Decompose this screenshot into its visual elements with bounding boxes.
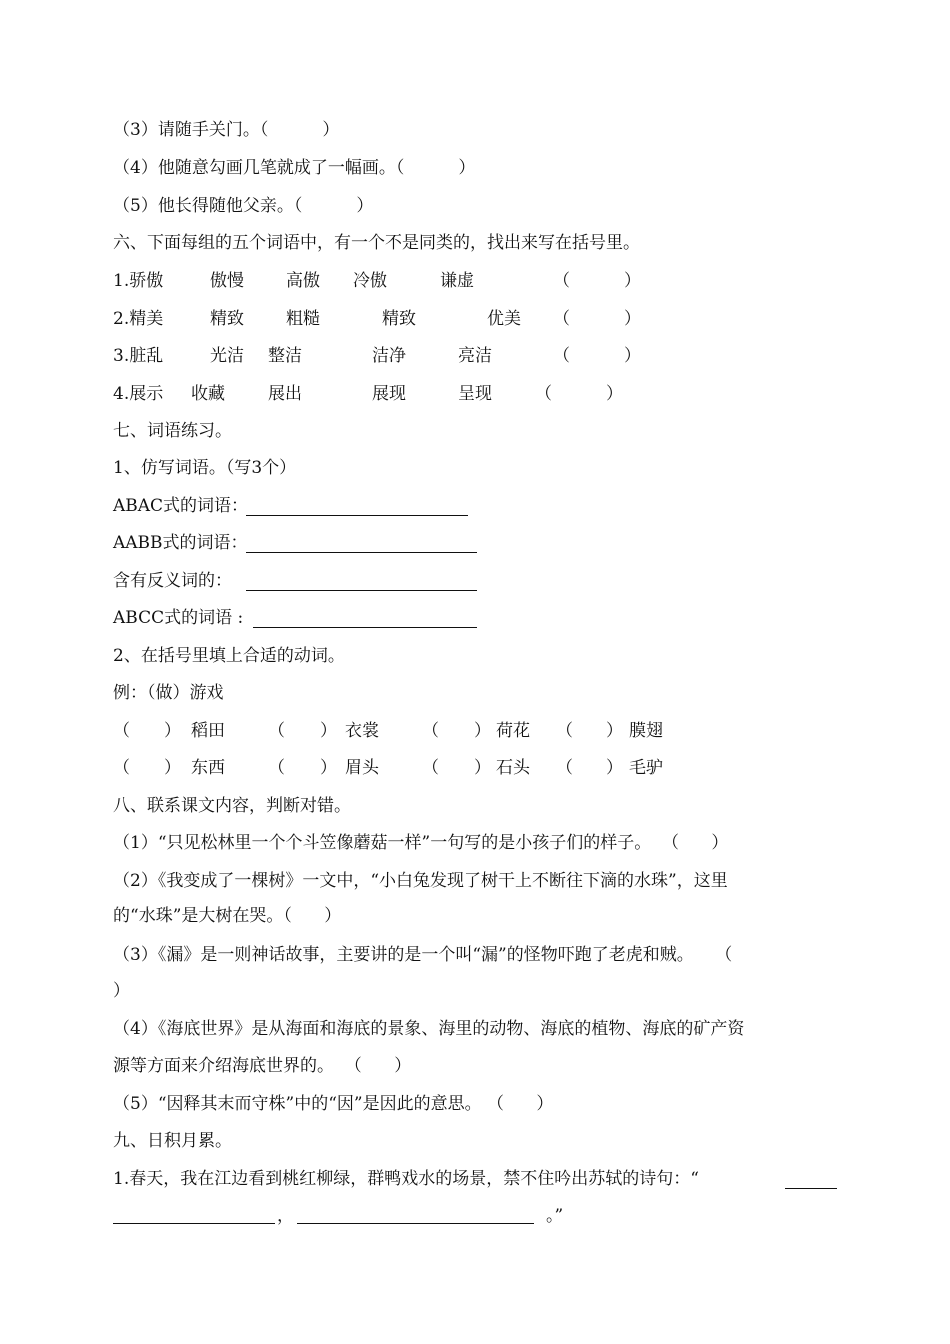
fill-label-abcc: ABCC式的词语 : bbox=[113, 608, 244, 628]
bracket-left[interactable]: （ bbox=[422, 758, 439, 778]
word: 谦虚 bbox=[440, 271, 474, 291]
word: 傲慢 bbox=[210, 271, 244, 291]
poem-end: 。” bbox=[546, 1206, 564, 1226]
poem-fill-line-1b[interactable] bbox=[113, 1223, 275, 1224]
word: 收藏 bbox=[191, 384, 225, 404]
sec8-item-5: （5）“因释其末而守株”中的“因”是因此的意思。 （ ） bbox=[113, 1094, 554, 1114]
bracket-left[interactable]: （ bbox=[422, 721, 439, 741]
word: 2.精美 bbox=[113, 309, 164, 329]
word: 光洁 bbox=[210, 346, 244, 366]
noun: 稻田 bbox=[191, 721, 225, 741]
fill-line-antonym[interactable] bbox=[246, 590, 477, 591]
sec8-item-2b: 的“水珠”是大树在哭。（ ） bbox=[113, 906, 342, 926]
bracket-left[interactable]: （ bbox=[113, 758, 130, 778]
noun: 东西 bbox=[191, 758, 225, 778]
poem-fill-line-1a[interactable] bbox=[785, 1188, 837, 1189]
bracket-left[interactable]: （ bbox=[113, 721, 130, 741]
word: 精致 bbox=[382, 309, 416, 329]
answer-bracket[interactable]: （ ） bbox=[553, 271, 642, 291]
sec5-item-3: （3）请随手关门。（ ） bbox=[113, 120, 340, 140]
bracket-left[interactable]: （ bbox=[268, 721, 285, 741]
noun: 荷花 bbox=[496, 721, 530, 741]
bracket-right: ） bbox=[606, 758, 623, 778]
fill-line-aabb[interactable] bbox=[246, 552, 477, 553]
fill-label-antonym: 含有反义词的： bbox=[113, 571, 232, 591]
word: 展现 bbox=[372, 384, 406, 404]
sec8-item-2a: （2）《我变成了一棵树》一文中，“小白兔发现了树干上不断往下滴的水珠”，这里 bbox=[113, 871, 728, 891]
poem-fill-line-2[interactable] bbox=[297, 1223, 534, 1224]
sec5-item-5: （5）他长得随他父亲。（ ） bbox=[113, 196, 374, 216]
sec8-item-4b: 源等方面来介绍海底世界的。 （ ） bbox=[113, 1056, 412, 1076]
noun: 石头 bbox=[496, 758, 530, 778]
sec7-title: 七、词语练习。 bbox=[113, 421, 232, 441]
fill-label-abac: ABAC式的词语： bbox=[113, 496, 249, 516]
bracket-right: ） bbox=[164, 721, 181, 741]
word: 展出 bbox=[268, 384, 302, 404]
word: 3.脏乱 bbox=[113, 346, 164, 366]
word: 冷傲 bbox=[353, 271, 387, 291]
sec5-item-4: （4）他随意勾画几笔就成了一幅画。（ ） bbox=[113, 158, 476, 178]
sec6-title: 六、下面每组的五个词语中，有一个不是同类的，找出来写在括号里。 bbox=[113, 233, 640, 253]
sec8-title: 八、联系课文内容，判断对错。 bbox=[113, 796, 351, 816]
answer-bracket[interactable]: （ ） bbox=[535, 384, 624, 404]
bracket-right: ） bbox=[164, 758, 181, 778]
word: 整洁 bbox=[268, 346, 302, 366]
word: 粗糙 bbox=[286, 309, 320, 329]
sec7-example: 例：（做）游戏 bbox=[113, 683, 224, 703]
bracket-right: ） bbox=[474, 758, 491, 778]
sec9-title: 九、日积月累。 bbox=[113, 1131, 232, 1151]
word: 高傲 bbox=[286, 271, 320, 291]
word: 亮洁 bbox=[458, 346, 492, 366]
bracket-left[interactable]: （ bbox=[268, 758, 285, 778]
bracket-right: ） bbox=[474, 721, 491, 741]
answer-bracket[interactable]: （ ） bbox=[553, 346, 642, 366]
poem-comma: ， bbox=[277, 1206, 294, 1226]
bracket-right: ） bbox=[320, 721, 337, 741]
sec9-q1-text: 1.春天，我在江边看到桃红柳绿，群鸭戏水的场景，禁不住吟出苏轼的诗句：“ bbox=[113, 1169, 699, 1189]
word: 精致 bbox=[210, 309, 244, 329]
fill-label-aabb: AABB式的词语： bbox=[113, 533, 248, 553]
answer-bracket[interactable]: （ ） bbox=[553, 309, 642, 329]
sec7-q2: 2、在括号里填上合适的动词。 bbox=[113, 646, 345, 666]
bracket-right: ） bbox=[606, 721, 623, 741]
word: 1.骄傲 bbox=[113, 271, 164, 291]
noun: 毛驴 bbox=[629, 758, 663, 778]
fill-line-abcc[interactable] bbox=[253, 627, 477, 628]
noun: 衣裳 bbox=[345, 721, 379, 741]
bracket-left[interactable]: （ bbox=[556, 758, 573, 778]
bracket-right: ） bbox=[320, 758, 337, 778]
fill-line-abac[interactable] bbox=[246, 515, 468, 516]
noun: 眉头 bbox=[345, 758, 379, 778]
word: 洁净 bbox=[372, 346, 406, 366]
word: 4.展示 bbox=[113, 384, 164, 404]
word: 优美 bbox=[487, 309, 521, 329]
sec8-item-1: （1）“只见松林里一个个斗笠像蘑菇一样”一句写的是小孩子们的样子。 （ ） bbox=[113, 833, 729, 853]
bracket-left[interactable]: （ bbox=[556, 721, 573, 741]
word: 呈现 bbox=[458, 384, 492, 404]
sec8-item-3a: （3）《漏》是一则神话故事，主要讲的是一个叫“漏”的怪物吓跑了老虎和贼。 （ bbox=[113, 945, 733, 965]
sec8-item-3b: ） bbox=[113, 981, 130, 1001]
noun: 膜翅 bbox=[629, 721, 663, 741]
sec8-item-4a: （4）《海底世界》是从海面和海底的景象、海里的动物、海底的植物、海底的矿产资 bbox=[113, 1019, 745, 1039]
sec7-q1: 1、仿写词语。（写3个） bbox=[113, 458, 297, 478]
